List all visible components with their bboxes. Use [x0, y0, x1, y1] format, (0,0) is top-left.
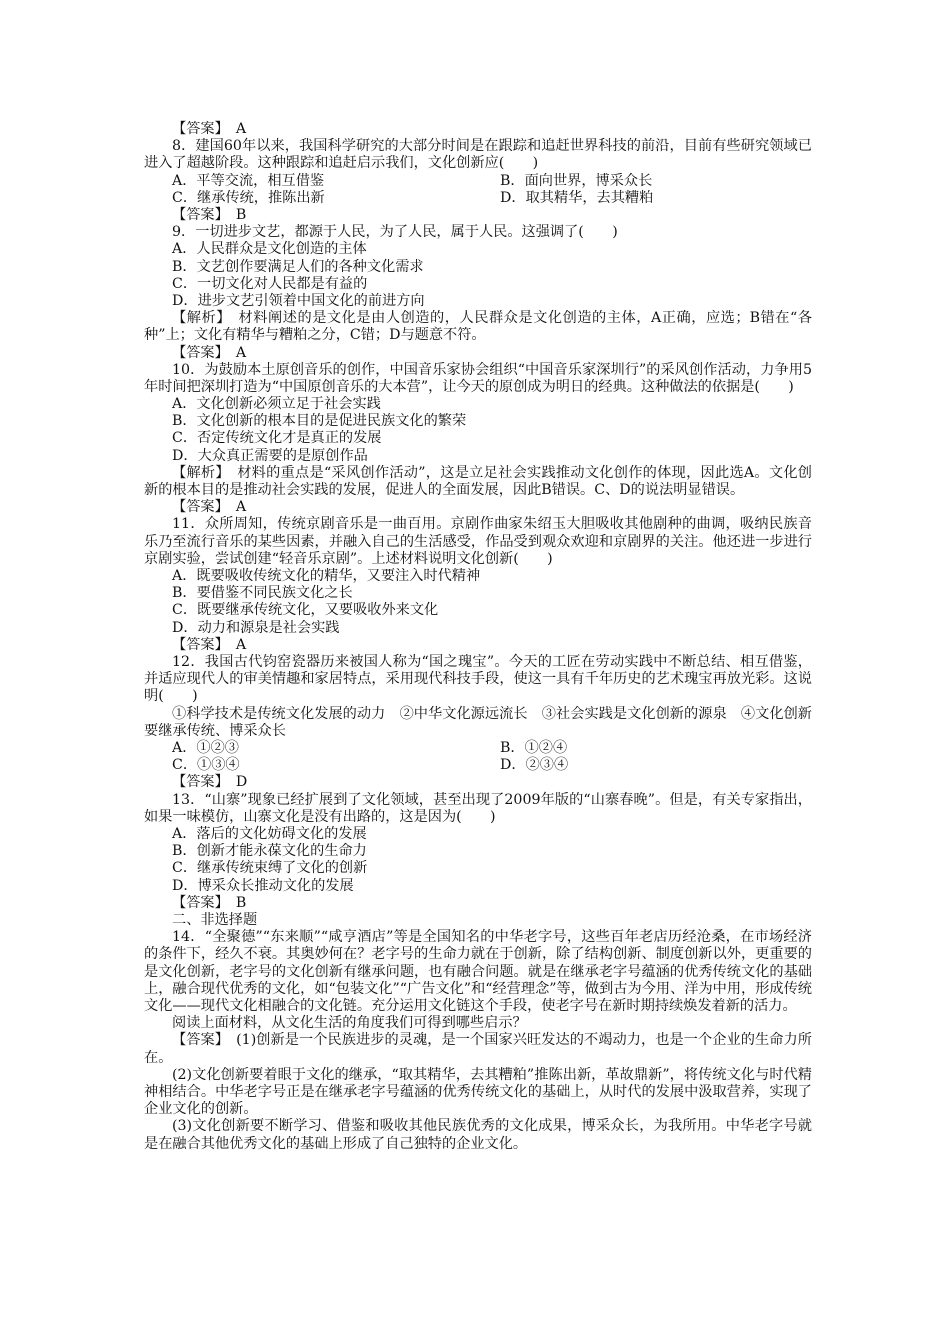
- option-text: C．既要继承传统文化，又要吸收外来文化: [172, 602, 439, 619]
- option-a: [172, 826, 812, 843]
- option-c: C．①③④: [172, 757, 240, 774]
- option-c: [172, 602, 812, 619]
- question-text: 12．我国古代钧窑瓷器历来被国人称为“国之瑰宝”。今天的工匠在劳动实践中不断总结、相互借鉴，并适应现代人的审美情趣和家居特点，采用现代科技手段，使这一具有千年历史的艺术瑰宝再放光彩。这说明( ): [144, 653, 812, 705]
- option-d: D．②③④: [500, 757, 569, 774]
- statements-text: ①科学技术是传统文化发展的动力 ②中华文化源远流长 ③社会实践是文化创新的源泉 ④文化创新要继承传统、博采众长: [144, 705, 812, 739]
- explanation-10: [144, 465, 812, 499]
- question-text: 10．为鼓励本土原创音乐的创作，中国音乐家协会组织“中国音乐家深圳行”的采风创作活动，力争用5年时间把深圳打造为“中国原创音乐的大本营”，让今天的原创成为明日的经典。这种做法的依据是( ): [144, 361, 812, 395]
- option-c: [172, 860, 812, 877]
- section-heading: [172, 912, 812, 929]
- question-text: 13．“山寨”现象已经扩展到了文化领域，甚至出现了2009年版的“山寨春晚”。但是，有关专家指出，如果一味模仿，山寨文化是没有出路的，这是因为( ): [144, 791, 812, 825]
- options-row: [172, 740, 812, 757]
- answer-11: [172, 637, 812, 654]
- question-text: 14．“全聚德”“东来顺”“咸亨酒店”等是全国知名的中华老字号，这些百年老店历经沧桑，在市场经济的条件下，经久不衰。其奥妙何在？老字号的生命力就在于创新，除了结构创新、制度创新以外，更重要的是文化创新，老字号的文化创新有继承问题，也有融合问题。就是在继承老字号蕴涵的优秀传统文化的基础上，融合现代优秀的文化，如“包装文化”“广告文化”和“经营理念”等，做到古为今用、洋为中用，形成传统文化——现代文化相融合的文化链。充分运用文化链这个手段，使老字号在新时期持续焕发着新的活力。: [144, 929, 812, 1014]
- answer-text: 【答案】 A: [172, 344, 247, 361]
- option-text: D．动力和源泉是社会实践: [172, 619, 340, 636]
- answer-8: [172, 207, 812, 224]
- option-b: [172, 259, 812, 276]
- question-8: [144, 138, 812, 172]
- question-text: 11．众所周知，传统京剧音乐是一曲百用。京剧作曲家朱绍玉大胆吸收其他剧种的曲调，吸纳民族音乐乃至流行音乐的某些因素，并融入自己的生活感受，作品受到观众欢迎和京剧界的关注。他还进一步进行京剧实验，尝试创建“轻音乐京剧”。上述材料说明文化创新( ): [144, 516, 812, 567]
- option-c: [172, 430, 812, 447]
- answer-14-part2: [144, 1067, 812, 1119]
- option-b: B．①②④: [500, 740, 568, 756]
- option-b: [172, 585, 812, 602]
- option-a: [172, 241, 812, 258]
- answer-text: 【答案】 A: [172, 121, 247, 137]
- option-d: [172, 620, 812, 637]
- option-text: A．落后的文化妨碍文化的发展: [172, 825, 367, 842]
- prompt-text: 阅读上面材料，从文化生活的角度我们可得到哪些启示？: [172, 1015, 527, 1032]
- option-a: [172, 396, 812, 413]
- section-title: 二、非选择题: [172, 911, 258, 928]
- option-d: [172, 878, 812, 895]
- option-text: B．要借鉴不同民族文化之长: [172, 585, 353, 602]
- answer-13: [172, 895, 812, 912]
- question-12-statements: [144, 706, 812, 740]
- answer-text: 【答案】 A: [172, 499, 247, 516]
- answer-9: [172, 345, 812, 362]
- options-row: [172, 190, 812, 207]
- explanation-9: [144, 310, 812, 344]
- answer-text: 【答案】 (1)创新是一个民族进步的灵魂，是一个国家兴旺发达的不竭动力，也是一个企业的生命力所在。: [144, 1032, 812, 1066]
- option-text: D．进步文艺引领着中国文化的前进方向: [172, 292, 425, 309]
- option-b: B．面向世界，博采众长: [500, 172, 653, 189]
- option-text: B．创新才能永葆文化的生命力: [172, 843, 367, 860]
- question-12: [144, 654, 812, 706]
- document-page: [144, 121, 812, 1153]
- option-text: B．文艺创作要满足人们的各种文化需求: [172, 258, 424, 275]
- option-text: A．人民群众是文化创造的主体: [172, 241, 367, 258]
- question-13: [144, 792, 812, 826]
- option-a: A．平等交流，相互借鉴: [172, 172, 325, 189]
- answer-text: (2)文化创新要着眼于文化的继承，“取其精华，去其糟粕”推陈出新，革故鼎新”，将传统文化与时代精神相结合。中华老字号正是在继承老字号蕴涵的优秀传统文化的基础上，从时代的发展中汲取营养，实现了企业文化的创新。: [144, 1066, 812, 1118]
- answer-text: (3)文化创新要不断学习、借鉴和吸收其他民族优秀的文化成果，博采众长，为我所用。中华老字号就是在融合其他优秀文化的基础上形成了自己独特的企业文化。: [144, 1118, 812, 1152]
- option-d: [172, 293, 812, 310]
- option-b: [172, 413, 812, 430]
- option-text: B．文化创新的根本目的是促进民族文化的繁荣: [172, 413, 467, 430]
- answer-text: 【答案】 B: [172, 206, 247, 223]
- option-text: C．继承传统束缚了文化的创新: [172, 860, 368, 877]
- option-text: A．文化创新必须立足于社会实践: [172, 396, 381, 413]
- answer-text: 【答案】 A: [172, 636, 247, 653]
- explanation-text: 【解析】 材料阐述的是文化是由人创造的，人民群众是文化创造的主体，A正确，应选；B错在“各种”上；文化有精华与糟粕之分，C错；D与题意不符。: [144, 310, 812, 344]
- question-text: 9．一切进步文艺，都源于人民，为了人民，属于人民。这强调了( ): [172, 224, 618, 241]
- option-a: A．①②③: [172, 740, 239, 756]
- answer-12: [172, 774, 812, 791]
- answer-10: [172, 499, 812, 516]
- option-a: [172, 568, 812, 585]
- question-text: 8．建国60年以来，我国科学研究的大部分时间是在跟踪和追赶世界科技的前沿，目前有些研究领域已进入了超越阶段。这种跟踪和追赶启示我们，文化创新应( ): [144, 138, 812, 172]
- option-c: [172, 276, 812, 293]
- question-11: [144, 516, 812, 568]
- option-text: A．既要吸收传统文化的精华，又要注入时代精神: [172, 568, 481, 585]
- answer-7: [172, 121, 812, 138]
- option-b: [172, 843, 812, 860]
- question-10: [144, 362, 812, 396]
- answer-14-part1: [144, 1032, 812, 1066]
- option-d: [172, 448, 812, 465]
- option-text: D．博采众长推动文化的发展: [172, 877, 354, 894]
- answer-text: 【答案】 D: [172, 774, 248, 791]
- option-d: D．取其精华，去其糟粕: [500, 189, 654, 206]
- option-text: D．大众真正需要的是原创作品: [172, 447, 368, 464]
- explanation-text: 【解析】 材料的重点是“采风创作活动”，这是立足社会实践推动文化创作的体现，因此选A。文化创新的根本目的是推动社会实践的发展，促进人的全面发展，因此B错误。C、D的说法明显错误。: [144, 464, 812, 499]
- answer-14-part3: [144, 1118, 812, 1152]
- options-row: [172, 173, 812, 190]
- options-row: [172, 757, 812, 774]
- answer-text: 【答案】 B: [172, 894, 247, 911]
- question-14: [144, 929, 812, 1015]
- question-9: [172, 224, 812, 241]
- option-c: C．继承传统，推陈出新: [172, 189, 325, 206]
- option-text: C．否定传统文化才是真正的发展: [172, 430, 382, 447]
- option-text: C．一切文化对人民都是有益的: [172, 275, 368, 292]
- question-14-prompt: [144, 1015, 812, 1032]
